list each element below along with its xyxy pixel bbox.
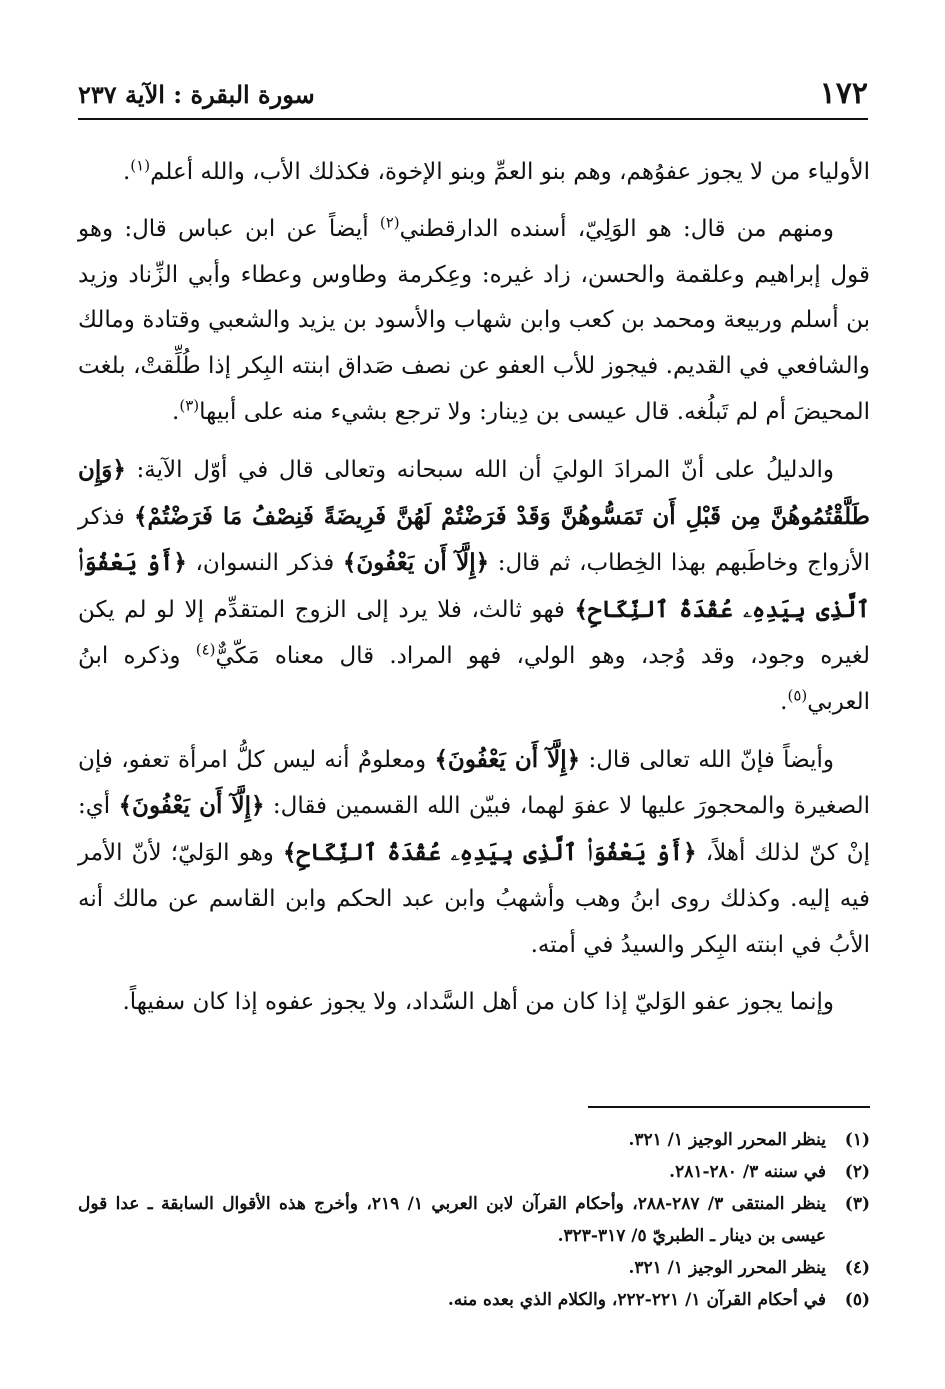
paragraph-1-end: . [122,159,131,185]
footnote-text: في أحكام القرآن ١/ ٢٢١-٢٢٢، والكلام الذي بعده منه. [447,1290,826,1310]
paragraph-5-text: وإنما يجوز عفو الوَليّ إذا كان من أهل السَّداد، ولا يجوز عفوه إذا كان سفيهاً. [122,988,834,1015]
footnote [78,1252,870,1284]
footnote-text: ينظر المحرر الوجيز ١/ ٣٢١. [628,1130,826,1150]
footnote-ref-1: (١) [130,156,151,175]
quran-verse: ﴿أَوْ يَعْفُوَا۟ ٱلَّذِى بِيَدِهِۦ عُقْدَةُ ٱلنِّكَاحِ﴾ [78,549,870,624]
paragraph-2-text-a: ومنهم من قال: هو الوَلِيّ، أسنده الدارقطني [399,215,834,242]
paragraph-3-text-d: فهو ثالث، فلا يرد إلى الزوج المتقدِّم إلا لو لم يكن لغيره وجود، وقد وُجد، وهو الولي، فهو المراد. قال معناه مَكّيٌّ [78,597,871,669]
paragraph-1 [78,150,870,196]
page-header [78,72,868,120]
footnote [78,1124,870,1156]
page-number: ١٧٢ [819,76,868,111]
paragraph-4-text-b: ومعلومٌ أنه ليس كلُّ امرأة تعفو، فإن الصغيرة والمحجورَ عليها لا عفوَ لهما، فبيّن الله القسمين فقال: [78,746,871,820]
paragraph-4-text-a: وأيضاً فإنّ الله تعالى قال: [580,746,834,773]
quran-verse: ﴿إِلَّآ أَن يَعْفُونَ﴾ [118,792,265,820]
paragraph-3 [78,447,870,726]
footnote-text: ينظر المحرر الوجيز ١/ ٣٢١. [628,1258,826,1278]
paragraph-3-text-b: فذكر الأزواج وخاطَبهم بهذا الخِطاب، ثم قال: [78,503,870,577]
footnote-number: (٢) [844,1162,870,1182]
quran-verse: ﴿إِلَّآ أَن يَعْفُونَ﴾ [434,745,581,773]
running-title: سورة البقرة : الآية ٢٣٧ [78,80,315,109]
main-text [78,150,870,1036]
paragraph-3-text-a: والدليلُ على أنّ المرادَ الوليَ أن الله سبحانه وتعالى قال في أوّل الآية: [125,456,834,483]
footnote-number: (١) [844,1130,870,1150]
paragraph-4 [78,737,870,969]
footnote-text: في سننه ٣/ ٢٨٠-٢٨١. [669,1162,826,1182]
footnotes-list [78,1124,870,1316]
quran-verse: ﴿وَإِن طَلَّقْتُمُوهُنَّ مِن قَبْلِ أَن تَمَسُّوهُنَّ وَقَدْ فَرَضْتُمْ لَهُنَّ فَرِيضَةً فَنِصْفُ مَا فَرَضْتُمْ﴾ [78,455,870,530]
footnote [78,1188,870,1252]
footnote-number: (٤) [844,1258,870,1278]
footnote-ref-5: (٥) [787,686,808,705]
footnote-text: ينظر المنتقى ٣/ ٢٨٧-٢٨٨، وأحكام القرآن لابن العربي ١/ ٢١٩، وأخرج هذه الأقوال السابقة ـ عدا قول عيسى بن دينار ـ الطبريّ ٥/ ٣١٧-٣٢٣. [78,1194,826,1246]
paragraph-1-text: الأولياء من لا يجوز عفوُهم، وهم بنو العمِّ وبنو الإخوة، فكذلك الأب، والله أعلم [150,159,870,185]
quran-verse: ﴿إِلَّآ أَن يَعْفُونَ﴾ [342,549,490,577]
paragraph-4-text-c: أي: إنْ كنّ لذلك أهلاً، [78,793,871,867]
paragraph-4-text-d: وهو الوَليّ؛ لأنّ الأمر فيه إليه. وكذلك روى ابنُ وهب وأشهبُ وابن عبد الحكم وابن القاسم عن مالك أنه الأبُ في ابنته البِكر والسيدُ في أمته. [78,840,870,958]
paragraph-2-text-b: أيضاً عن ابن عباس قال: وهو قول إبراهيم وعلقمة والحسن، زاد غيره: وعِكرمة وطاوس وعطاء وأبي الزِّناد وزيد بن أسلم وربيعة ومحمد بن كعب وابن شهاب والأسود بن يزيد والشعبي وقتادة ومالك والشافعي في القديم. فيجوز للأب العفو عن نصف صَداق ابنته البِكر إذا طُلِّقتْ، بلغت المحيضَ أم لم تَبلُغه. قال عيسى بن دِينار: ولا ترجع بشيء منه على أبيها [78,215,870,425]
paragraph-5 [78,980,870,1026]
paragraph-3-end: . [780,688,788,715]
footnote [78,1284,870,1316]
quran-verse: ﴿أَوْ يَعْفُوَا۟ ٱلَّذِى بِيَدِهِۦ عُقْدَةُ ٱلنِّكَاحِ﴾ [282,839,697,867]
footnote-ref-4: (٤) [195,640,216,659]
footnote [78,1156,870,1188]
footnote-ref-2: (٢) [379,213,400,232]
paragraph-2-end: . [172,398,180,425]
paragraph-3-text-e: وذكره ابنُ العربي [78,642,870,715]
footnote-separator [588,1106,870,1108]
footnote-ref-3: (٣) [179,396,200,415]
paragraph-3-text-c: فذكر النسوان، [186,550,343,577]
footnote-number: (٥) [844,1290,870,1310]
footnote-number: (٣) [844,1194,870,1214]
paragraph-2 [78,207,870,436]
